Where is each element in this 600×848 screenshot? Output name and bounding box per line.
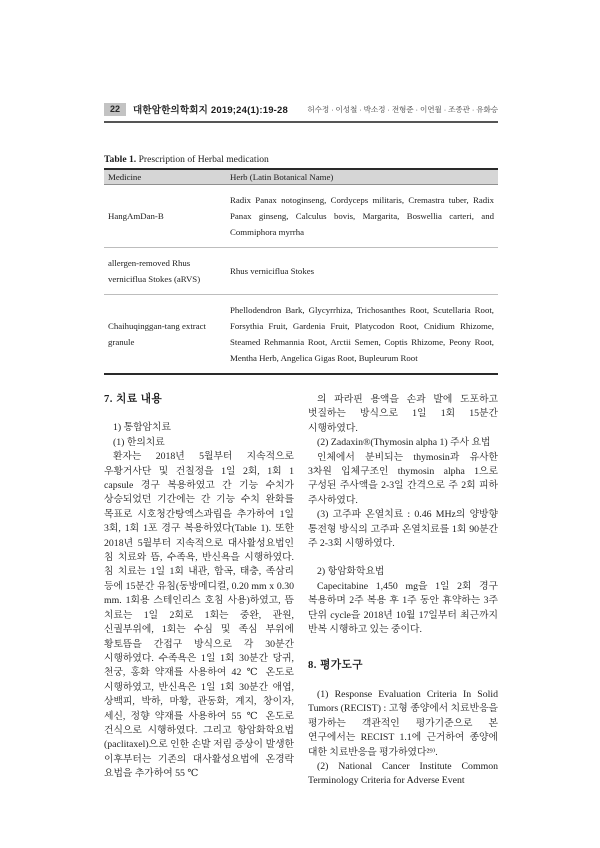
paragraph: 환자는 2018년 5월부터 지속적으로 우황거사단 및 건칠정을 1일 2회, 1회 1 capsule 경구 복용하였고 간 기능 수치가 상승되었던 기간에는 간 기능 수치 완화를 목표로 시호청간탕엑스과립을 추가하여 1일 3회, 1회 1포 경구 복용하였다(Table 1). 또한 2018년 5월부터 지속적으로 대사활성요법인 침 치료와 뜸, 수족욕, 반신욕을 시행하였다. 침 치료는 1일 1회 내관, 합곡, 태충, 족삼리 등에 15분간 유침(동방메디컬, 0.20 mm x 0.30 mm. 1회용 스테인리스 호침 사용)하였고, 뜸 치료는 1일 2회로 1회는 중완, 관원, 신궐부위에, 1회는 수심 및 족심 부위에 황토뜸을 간접구 방식으로 각 30분간 시행하였다. 수족욕은 1일 1회 30분간 당귀, 천궁, 홍화 약재를 사용하여 42 ℃ 온도로 시행하였고, 반신욕은 1일 1회 30분간 애엽, 상백피, 박하, 마황, 관동화, 계지, 창이자, 세신, 정향 약재를 사용하여 55 ℃ 온도로 건식으로 시행하였다. 그리고 항암화학요법(paclitaxel)으로 인한 손발 저림 증상이 발생한 이후부터는 기존의 대사활성요법에 온경락 요법을 추가하여 55 ℃ bbox=[104, 451, 294, 780]
section-heading-treatment: 7. 치료 내용 bbox=[104, 394, 163, 405]
paragraph: (1) Response Evaluation Criteria In Solid Tumors (RECIST) : 고형 종양에서 치료반응을 평가하는 객관적인 평가기준으로 본 연구에서는 RECIST 1.1에 근거하여 종양에 대한 치료반응을 평가하였다²⁹⁾. bbox=[308, 688, 498, 758]
paragraph: (3) 고주파 온열치료 : 0.46 MHz의 양방향 통전형 방식의 고주파 온열치료를 1회 90분간 주 2-3회 시행하였다. bbox=[308, 509, 498, 550]
right-column bbox=[308, 393, 498, 789]
table-caption-label: Table 1. bbox=[104, 154, 137, 165]
journal-title: 대한암한의학회지 2019;24(1):19-28 bbox=[133, 105, 289, 116]
body-columns bbox=[104, 393, 498, 789]
page-number: 22 bbox=[104, 103, 126, 116]
medicine-cell: HangAmDan-B bbox=[108, 211, 164, 221]
table-header-row bbox=[104, 169, 498, 185]
section-heading-assessment: 8. 평가도구 bbox=[308, 659, 364, 671]
paragraph: (2) National Cancer Institute Common Terminology Criteria for Adverse Event bbox=[308, 760, 498, 787]
paragraph: (1) 한의치료 bbox=[113, 436, 165, 448]
left-column bbox=[104, 393, 294, 789]
herb-cell: Rhus verniciflua Stokes bbox=[230, 266, 315, 276]
table-row bbox=[104, 295, 498, 375]
running-header-left bbox=[104, 102, 288, 116]
paragraph: 1) 통합암치료 bbox=[113, 422, 171, 434]
table-caption-text: Prescription of Herbal medication bbox=[136, 154, 269, 165]
table-caption bbox=[104, 154, 498, 165]
column-header-medicine: Medicine bbox=[104, 169, 226, 185]
column-header-herb: Herb (Latin Botanical Name) bbox=[226, 169, 498, 185]
paragraph: 인체에서 분비되는 thymosin과 유사한 3차원 입체구조인 thymosin alpha 1으로 구성된 주사액을 2-3일 간격으로 주 2회 피하 주사하였다. bbox=[308, 451, 498, 506]
table-row bbox=[104, 248, 498, 295]
herb-cell: Radix Panax notoginseng, Cordyceps militaris, Cremastra tuber, Radix Panax ginseng, Calculus bovis, Margarita, Boswellia carteri, and Commiphora myrrha bbox=[230, 195, 494, 237]
paragraph: 2) 항암화학요법 bbox=[317, 566, 385, 578]
page-content bbox=[104, 102, 498, 789]
author-list: 허수정 · 이성철 · 박소정 · 전형준 · 이연월 · 조종관 · 유화승 bbox=[307, 104, 498, 114]
paragraph: 의 파라핀 용액을 손과 발에 도포하고 벗질하는 방식으로 1일 1회 15분간 시행하였다. bbox=[308, 394, 498, 434]
paragraph: Capecitabine 1,450 mg을 1일 2회 경구 복용하며 2주 복용 후 1주 동안 휴약하는 3주 단위 cycle을 2018년 10월 17일부터 최근까지 반복 시행하고 있는 중이다. bbox=[308, 580, 498, 636]
herb-cell: Phellodendron Bark, Glycyrrhiza, Trichosanthes Root, Scutellaria Root, Forsythia Fruit, Gardenia Fruit, Platycodon Root, Cnidium Rhizome, Steamed Rehmannia Root, Arctii Semen, Coptis Rhizome, Peony Root, Mentha Herb, Angelica Gigas Root, Bupleurum Root bbox=[230, 305, 494, 363]
medicine-cell: Chaihuqinggan-tang extract granule bbox=[108, 321, 206, 347]
herbal-medication-table bbox=[104, 168, 498, 375]
running-header bbox=[104, 102, 498, 123]
paragraph: (2) Zadaxin®(Thymosin alpha 1) 주사 요법 bbox=[317, 437, 491, 449]
medicine-cell: allergen-removed Rhus verniciflua Stokes (aRVS) bbox=[108, 258, 201, 284]
table-row bbox=[104, 185, 498, 248]
